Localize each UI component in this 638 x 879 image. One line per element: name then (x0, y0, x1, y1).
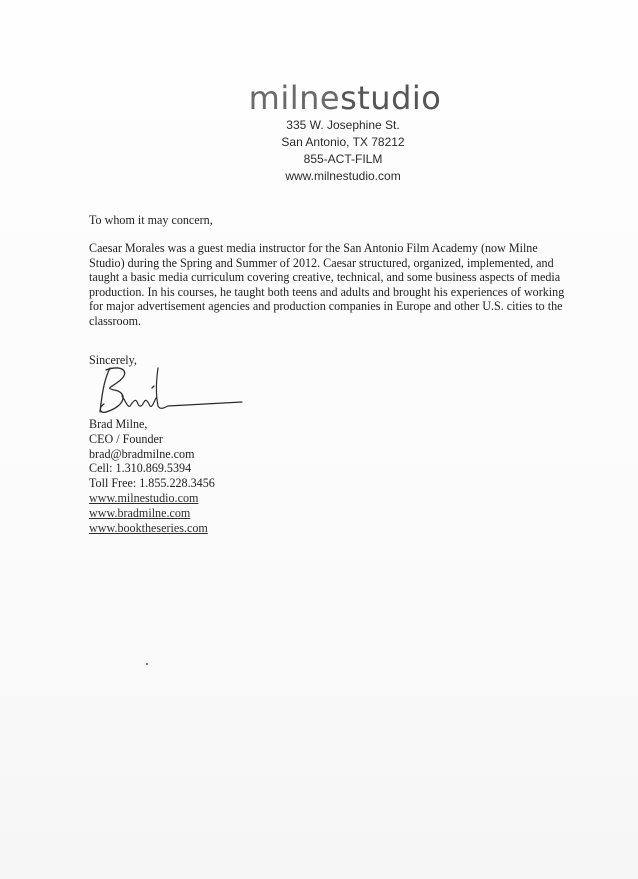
letter-closing: Sincerely, (89, 353, 137, 367)
handwritten-signature (92, 362, 252, 420)
address-city: San Antonio, TX 78212 (281, 135, 405, 149)
letter-body: Caesar Morales was a guest media instructor for the San Antonio Film Academy (now Milne Studio) during the Spring and Summer of 2012. Caesar structured, organized, implemented, and taught a basic media curriculum covering creative, technical, and some business aspects of media production. In his courses, he taught both teens and adults and brought his experiences of working for major advertisement agencies and production companies in Europe and other U.S. cities to the classroom. (89, 241, 565, 328)
letterhead-address (24, 117, 638, 185)
signer-toll-free: Toll Free: 1.855.228.3456 (89, 476, 215, 491)
link-booktheseries[interactable]: www.booktheseries.com (89, 520, 208, 535)
logo-part-studio: studio (340, 79, 442, 117)
signer-name: Brad Milne, (89, 417, 148, 431)
signer-email: brad@bradmilne.com (89, 446, 195, 461)
letter-greeting: To whom it may concern, (89, 213, 213, 227)
address-street: 335 W. Josephine St. (286, 118, 400, 132)
link-milnestudio[interactable]: www.milnestudio.com (89, 490, 199, 505)
signer-title: CEO / Founder (89, 431, 163, 446)
address-phone: 855-ACT-FILM (303, 152, 383, 166)
link-bradmilne[interactable]: www.bradmilne.com (89, 505, 191, 520)
letterhead-logo (26, 80, 638, 116)
signature-block (89, 417, 215, 535)
address-website: www.milnestudio.com (285, 169, 401, 183)
scan-speck (146, 663, 148, 665)
signer-cell: Cell: 1.310.869.5394 (89, 461, 192, 476)
logo-part-milne: milne (248, 79, 341, 117)
